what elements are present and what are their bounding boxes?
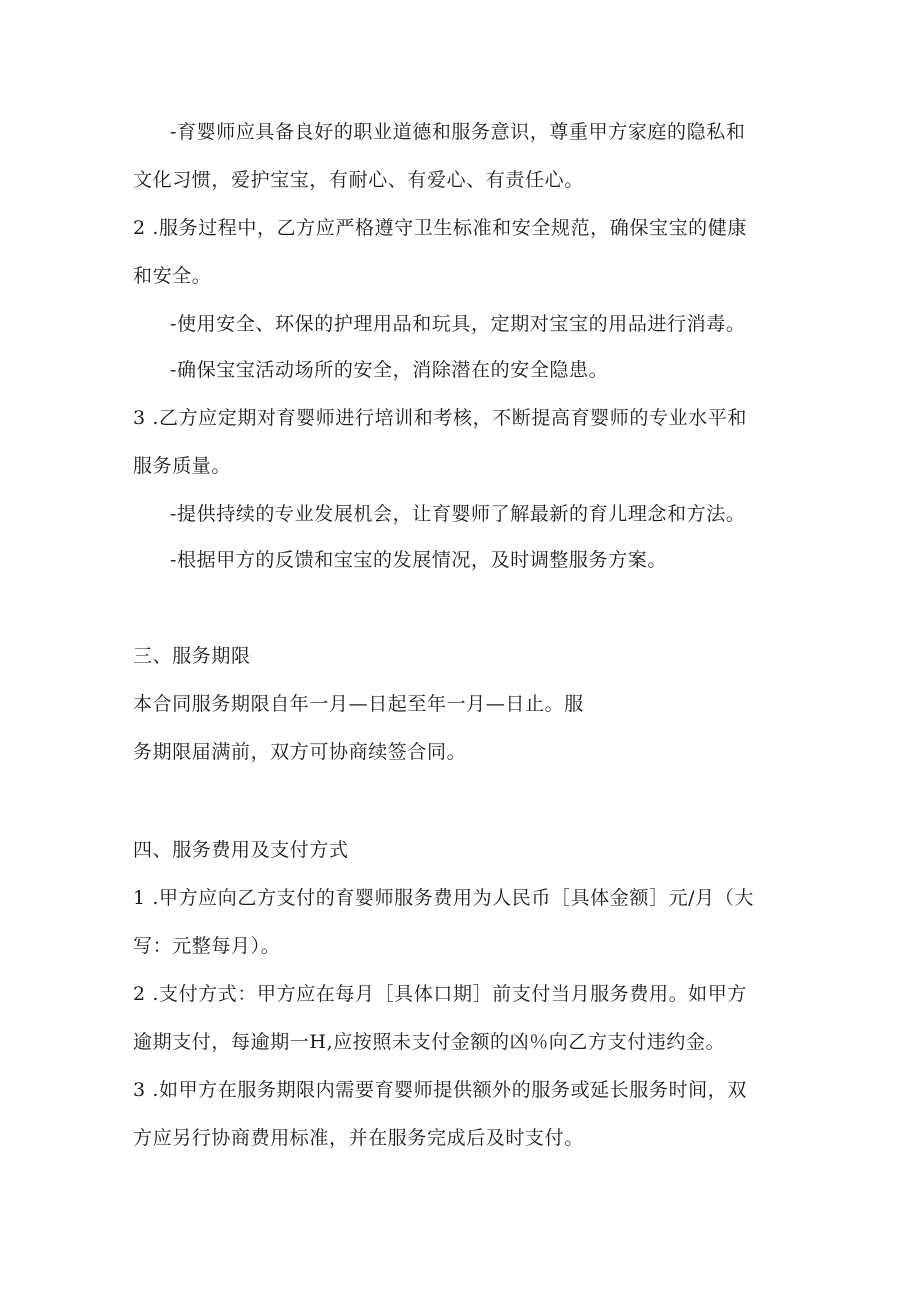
bullet-ethics-line-2: 文化习惯，爱护宝宝，有耐心、有爱心、有责任心。 — [133, 169, 584, 191]
bullet-development: -提供持续的专业发展机会，让育婴师了解最新的育儿理念和方法。 — [170, 503, 746, 525]
bullet-feedback: -根据甲方的反馈和宝宝的发展情况，及时调整服务方案。 — [170, 549, 668, 571]
bullet-products: -使用安全、环保的护理用品和玩具，定期对宝宝的用品进行消毒。 — [170, 313, 746, 335]
fee-item-1-line-1: 1 .甲方应向乙方支付的育婴师服务费用为人民币［具体金额］元/月（大 — [133, 887, 754, 909]
bullet-ethics-line-1: -育婴师应具备良好的职业道德和服务意识，尊重甲方家庭的隐私和 — [170, 121, 746, 143]
section-three-line-1: 本合同服务期限自年一月—日起至年一月—日止。服 — [133, 693, 584, 715]
item-3-line-1: 3 .乙方应定期对育婴师进行培训和考核，不断提高育婴师的专业水平和 — [133, 407, 747, 429]
bullet-venue: -确保宝宝活动场所的安全，消除潜在的安全隐患。 — [170, 359, 609, 381]
section-three-line-2: 务期限届满前，双方可协商续签合同。 — [133, 741, 467, 763]
item-3-line-2: 服务质量。 — [133, 455, 232, 477]
fee-item-1-line-2: 写：元整每月）。 — [133, 935, 281, 957]
fee-item-3-line-1: 3 .如甲方在服务期限内需要育婴师提供额外的服务或延长服务时间，双 — [133, 1079, 747, 1101]
fee-item-3-line-2: 方应另行协商费用标准，并在服务完成后及时支付。 — [133, 1127, 584, 1149]
fee-item-2-line-2: 逾期支付，每逾期一H,应按照未支付金额的凶％向乙方支付违约金。 — [133, 1031, 726, 1053]
section-three-heading: 三、服务期限 — [133, 645, 251, 667]
item-2-line-2: 和安全。 — [133, 265, 212, 287]
section-four-heading: 四、服务费用及支付方式 — [133, 839, 349, 861]
fee-item-2-line-1: 2 .支付方式：甲方应在每月［具体口期］前支付当月服务费用。如甲方 — [133, 983, 747, 1005]
item-2-line-1: 2 .服务过程中，乙方应严格遵守卫生标准和安全规范，确保宝宝的健康 — [133, 217, 747, 239]
